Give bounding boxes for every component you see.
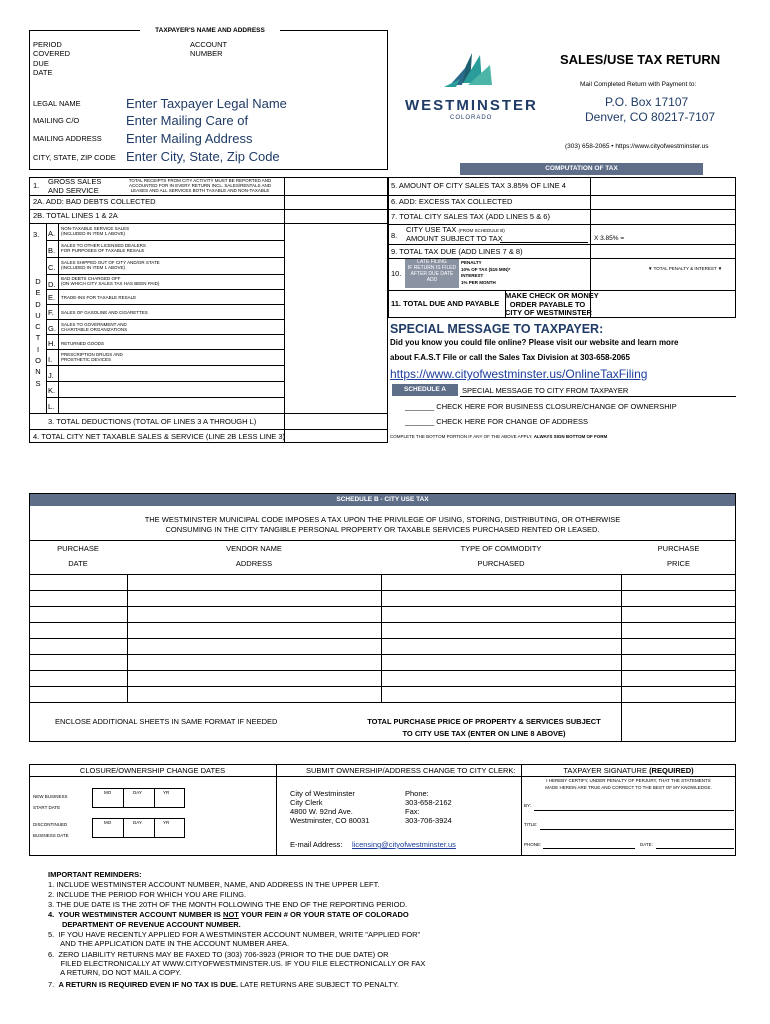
reminder-4-not: NOT xyxy=(223,910,239,919)
make-check-payable: MAKE CHECK OR MONEY ORDER PAYABLE TO CITY OF WESTMINSTER xyxy=(505,291,599,317)
reminder-1: 1. INCLUDE WESTMINSTER ACCOUNT NUMBER, NAME, AND ADDRESS IN THE UPPER LEFT. xyxy=(48,880,380,889)
line-3i-letter: I. xyxy=(48,355,53,364)
mailing-address-label: MAILING ADDRESS xyxy=(33,134,102,143)
col-commodity xyxy=(381,544,621,568)
reminder-7-bold: A RETURN IS REQUIRED EVEN IF NO TAX IS DUE. xyxy=(58,980,239,989)
reminders-header: IMPORTANT REMINDERS: xyxy=(48,870,142,879)
logo-mark-icon xyxy=(400,45,545,95)
line-3f-letter: F. xyxy=(48,308,54,317)
westminster-logo xyxy=(400,45,545,125)
total-penalty-interest-label: ▼ TOTAL PENALTY & INTEREST ▼ xyxy=(648,266,723,271)
signature-date-line[interactable] xyxy=(656,848,734,849)
reminder-7-text: LATE RETURNS ARE SUBJECT TO PENALTY. xyxy=(238,980,399,989)
line-3d-letter: D. xyxy=(48,280,56,289)
col-price-label: PRICE xyxy=(667,559,690,568)
line-8-label xyxy=(406,225,505,234)
special-message-line-1: Did you know you could file online? Please visit our website and learn more xyxy=(390,338,679,347)
line-3e-text: TRADE-INS FOR TAXABLE RESALE xyxy=(61,295,137,300)
line-3l-letter: L. xyxy=(48,402,55,411)
line-8-title: CITY USE TAX xyxy=(406,225,457,234)
city-state-zip-label: CITY, STATE, ZIP CODE xyxy=(33,153,116,162)
penalty-text: PENALTY 10% OF TAX ($15 MIN)* INTEREST 1% PER MONTH xyxy=(461,260,511,285)
signature-title-line[interactable] xyxy=(540,829,734,830)
signature-phone-line[interactable] xyxy=(543,848,635,849)
discontinued-yr: YR xyxy=(163,820,170,825)
reminder-4-text-2: YOUR FEIN # OR YOUR STATE OF COLORADO xyxy=(238,910,409,919)
mailing-address-field[interactable]: Enter Mailing Address xyxy=(126,131,253,146)
special-message-line-2: about F.A.S.T File or call the Sales Tax Division at 303-658-2065 xyxy=(390,353,630,362)
reminder-4-text: YOUR WESTMINSTER ACCOUNT NUMBER IS xyxy=(58,910,224,919)
address-change-checkbox[interactable]: _______ CHECK HERE FOR CHANGE OF ADDRESS xyxy=(405,417,588,426)
col-address-label: ADDRESS xyxy=(235,559,273,568)
special-message-title: SPECIAL MESSAGE TO TAXPAYER: xyxy=(390,322,604,336)
due-date-label: DUE DATE xyxy=(33,59,53,77)
line-3a-text: NON-TAXABLE SERVICE SALES (INCLUDED IN ITEM 1 ABOVE) xyxy=(61,226,130,236)
new-business-day: DAY xyxy=(133,790,142,795)
period-covered-label: PERIOD COVERED xyxy=(33,40,71,58)
col-purchase-price-label: PURCHASE xyxy=(657,544,700,553)
reminder-4-num: 4. xyxy=(48,910,59,919)
col-date-label: DATE xyxy=(68,559,88,568)
mail-to-label: Mail Completed Return with Payment to: xyxy=(580,81,697,88)
signature-header xyxy=(521,766,736,775)
line-3c-text: SALES SHIPPED OUT OF CITY AND/OR STATE (INCLUDED IN ITEM 1 ABOVE) xyxy=(61,260,160,270)
signature-date-label: DATE: xyxy=(640,842,653,847)
legal-name-label: LEGAL NAME xyxy=(33,99,81,108)
line-8-rate: X 3.85% = xyxy=(594,235,625,242)
clerk-email-link[interactable]: licensing@cityofwestminster.us xyxy=(352,840,456,849)
new-business-label: NEW BUSINESS START DATE xyxy=(33,794,68,810)
total-purchase-price-label: TOTAL PURCHASE PRICE OF PROPERTY & SERVICES SUBJECT TO CITY USE TAX (ENTER ON LINE 8 ABOVE) xyxy=(367,717,601,738)
discontinued-mo: MO xyxy=(104,820,112,825)
computation-header: COMPUTATION OF TAX xyxy=(460,163,703,175)
account-number-label: ACCOUNT NUMBER xyxy=(190,40,228,58)
line-11: 11. TOTAL DUE AND PAYABLE xyxy=(391,299,500,308)
line-3a-letter: A. xyxy=(48,229,56,238)
city-state-zip-field[interactable]: Enter City, State, Zip Code xyxy=(126,149,280,164)
signature-required: (REQUIRED) xyxy=(649,766,694,775)
line-3b-text: SALES TO OTHER LICENSED DEALERS FOR PURPOSES OF TAXABLE RESALE xyxy=(61,243,146,253)
signature-header-text: TAXPAYER SIGNATURE xyxy=(563,766,647,775)
line-3g-letter: G. xyxy=(48,324,56,333)
signature-by-line[interactable] xyxy=(534,810,734,811)
line-3-number: 3. xyxy=(33,230,40,239)
reminder-3: 3. THE DUE DATE IS THE 20TH OF THE MONTH FOLLOWING THE END OF THE REPORTING PERIOD. xyxy=(48,900,408,909)
new-business-yr: YR xyxy=(163,790,170,795)
complete-bottom-note xyxy=(390,434,607,439)
schedule-a-text: SPECIAL MESSAGE TO CITY FROM TAXPAYER xyxy=(462,386,629,395)
legal-name-field[interactable]: Enter Taxpayer Legal Name xyxy=(126,96,287,111)
logo-name: WESTMINSTER xyxy=(405,97,538,114)
sign-note-text: ALWAYS SIGN BOTTOM OF FORM xyxy=(533,434,608,439)
line-3f-text: SALES OF GASOLINE AND CIGARETTES xyxy=(61,310,148,315)
line-3h-letter: H. xyxy=(48,339,56,348)
line-3h-text: RETURNED GOODS xyxy=(61,341,105,346)
line-3i-text: PRESCRIPTION DRUGS AND PROSTHETIC DEVICES xyxy=(61,352,123,362)
city-zip: Denver, CO 80217-7107 xyxy=(585,110,716,124)
line-10-number: 10. xyxy=(391,269,402,278)
line-1-number: 1. xyxy=(33,181,40,190)
taxpayer-header: TAXPAYER'S NAME AND ADDRESS xyxy=(140,27,280,34)
line-8-label-2: AMOUNT SUBJECT TO TAX xyxy=(406,234,503,243)
line-2b: 2B. TOTAL LINES 1 & 2A xyxy=(33,211,118,220)
clerk-header: SUBMIT OWNERSHIP/ADDRESS CHANGE TO CITY CLERK: xyxy=(306,766,516,775)
clerk-email-label: E-mail Address: xyxy=(290,840,343,849)
reminder-7-num: 7. xyxy=(48,980,59,989)
col-price xyxy=(621,544,736,568)
col-purchased-label: PURCHASED xyxy=(477,559,525,568)
line-7: 7. TOTAL CITY SALES TAX (ADD LINES 5 & 6) xyxy=(391,212,550,221)
line-3c-letter: C. xyxy=(48,263,56,272)
reminder-2: 2. INCLUDE THE PERIOD FOR WHICH YOU ARE FILING. xyxy=(48,890,247,899)
contact-info: (303) 658-2065 • https://www.cityofwestminster.us xyxy=(565,143,709,150)
mailing-co-field[interactable]: Enter Mailing Care of xyxy=(126,113,249,128)
late-filing-box: LATE FILING IF RETURN IS FILED AFTER DUE DATE ADD xyxy=(405,259,459,288)
signature-by-label: BY: xyxy=(524,803,532,808)
po-box: P.O. Box 17107 xyxy=(605,95,689,109)
reminder-6: 6. ZERO LIABILITY RETURNS MAY BE FAXED TO (303) 706-3923 (PRIOR TO THE DUE DATE) OR FILED ELECTRONICALLY AT WWW.CITYOFWESTMINSTER.US. IF YOU FILE ELECTRONICALLY OR FAX A RETURN, DO NOT MAIL A COPY. xyxy=(48,950,426,977)
new-business-mo: MO xyxy=(104,790,112,795)
line-3b-letter: B. xyxy=(48,246,56,255)
deductions-vertical-label: D E D U C T I O N S xyxy=(35,277,41,388)
schedule-b-intro: THE WESTMINSTER MUNICIPAL CODE IMPOSES A TAX UPON THE PRIVILEGE OF USING, STORING, DISTRIBUTING, OR OTHERWISE CONSUMING IN THE CITY TANGIBLE PERSONAL PROPERTY OR TAXABLE SERVICES PURCHASED RENTED OR LEASED. xyxy=(144,515,621,534)
line-8-number: 8. xyxy=(391,231,398,240)
complete-note-text: COMPLETE THE BOTTOM PORTION IF ANY OF THE ABOVE APPLY. xyxy=(390,434,533,439)
col-purchase-date xyxy=(29,544,127,568)
closure-change-checkbox[interactable]: _______ CHECK HERE FOR BUSINESS CLOSURE/CHANGE OF OWNERSHIP xyxy=(405,402,677,411)
line-5: 5. AMOUNT OF CITY SALES TAX 3.85% OF LINE 4 xyxy=(391,181,566,190)
line-3e-letter: E. xyxy=(48,293,56,302)
online-tax-filing-link[interactable]: https://www.cityofwestminster.us/OnlineTaxFiling xyxy=(390,367,648,381)
discontinued-day: DAY xyxy=(133,820,142,825)
line-9: 9. TOTAL TAX DUE (ADD LINES 7 & 8) xyxy=(391,247,523,256)
line-8-underline xyxy=(500,242,588,243)
line-3j-letter: J. xyxy=(48,371,54,380)
line-1-note: TOTAL RECEIPTS FROM CITY ACTIVITY MUST BE REPORTED AND ACCOUNTED FOR IN EVERY RETURN INCL. SALES/RENTALS AND LEASES AND ALL SERVICES BOTH TAXABLE AND NON-TAXABLE xyxy=(128,178,272,193)
mailing-co-label: MAILING C/O xyxy=(33,116,80,125)
signature-title-label: TITLE: xyxy=(524,822,538,827)
signature-phone-label: PHONE: xyxy=(524,842,542,847)
reminder-4 xyxy=(48,910,409,919)
discontinued-label: DISCONTINUED BUSINESS DATE xyxy=(33,822,69,838)
logo-sub: COLORADO xyxy=(450,115,493,121)
enclose-sheets-note: ENCLOSE ADDITIONAL SHEETS IN SAME FORMAT IF NEEDED xyxy=(55,717,278,726)
line-3g-text: SALES TO GOVERNMENT AND CHARITABLE ORGANIZATIONS xyxy=(61,322,128,332)
line-4: 4. TOTAL CITY NET TAXABLE SALES & SERVICE (LINE 2B LESS LINE 3) xyxy=(33,432,286,441)
col-vendor-label: VENDOR NAME xyxy=(226,544,282,553)
col-type-label: TYPE OF COMMODITY xyxy=(460,544,542,553)
line-1-label: GROSS SALES AND SERVICE xyxy=(48,177,102,195)
col-purchase-label: PURCHASE xyxy=(57,544,99,553)
line-3k-letter: K. xyxy=(48,386,56,395)
reminder-7 xyxy=(48,980,399,989)
certify-text: I HEREBY CERTIFY, UNDER PENALTY OF PERJURY, THAT THE STATEMENTS MADE HEREIN ARE TRUE AND CORRECT TO THE BEST OF MY KNOWLEDGE. xyxy=(545,778,712,790)
clerk-phone-fax: Phone: 303-658-2162 Fax: 303-706-3924 xyxy=(405,789,452,825)
schedule-a-tag: SCHEDULE A xyxy=(392,384,458,396)
schedule-b-header: SCHEDULE B - CITY USE TAX xyxy=(30,494,735,506)
col-vendor-address xyxy=(127,544,381,568)
reminder-4-line-2: DEPARTMENT OF REVENUE ACCOUNT NUMBER. xyxy=(62,920,241,929)
line-2a: 2A. ADD: BAD DEBTS COLLECTED xyxy=(33,197,156,206)
line-3d-text: BAD DEBTS CHARGED OFF (ON WHICH CITY SALES TAX HAS BEEN PAID) xyxy=(61,276,160,286)
line-6: 6. ADD: EXCESS TAX COLLECTED xyxy=(391,197,513,206)
clerk-address: City of Westminster City Clerk 4800 W. 92nd Ave. Westminster, CO 80031 xyxy=(290,789,370,825)
line-8-from-schedule: (FROM SCHEDULE B) xyxy=(458,228,505,233)
closure-header: CLOSURE/OWNERSHIP CHANGE DATES xyxy=(79,766,226,775)
return-title: SALES/USE TAX RETURN xyxy=(560,52,721,67)
line-3-total: 3. TOTAL DEDUCTIONS (TOTAL OF LINES 3 A THROUGH L) xyxy=(48,417,257,426)
reminder-5: 5. IF YOU HAVE RECENTLY APPLIED FOR A WESTMINSTER ACCOUNT NUMBER, WRITE "APPLIED FOR" AND THE APPLICATION DATE IN THE ACCOUNT NUMBER AREA. xyxy=(48,930,421,948)
